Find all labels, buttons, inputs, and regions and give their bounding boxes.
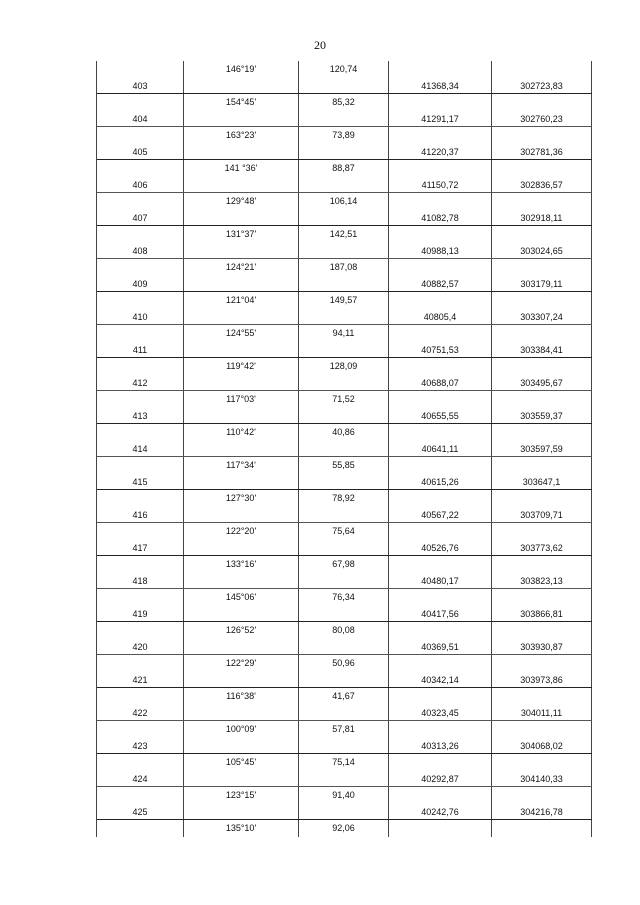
point-number-cell: 409 [97, 276, 184, 292]
angle-cell: 122°29' [184, 655, 299, 672]
point-number-cell: 408 [97, 243, 184, 259]
angle-cell [184, 705, 299, 721]
y-coordinate-cell: 303384,41 [492, 342, 592, 358]
x-coordinate-cell: 40641,11 [389, 441, 492, 457]
angle-cell: 117°34' [184, 457, 299, 474]
angle-cell: 124°21' [184, 259, 299, 276]
point-row [97, 639, 592, 656]
x-coordinate-cell [389, 391, 492, 408]
coordinates-table [96, 61, 592, 837]
length-cell: 50,96 [299, 655, 389, 672]
x-coordinate-cell [389, 523, 492, 540]
y-coordinate-cell [492, 523, 592, 540]
y-coordinate-cell [492, 358, 592, 375]
y-coordinate-cell [492, 226, 592, 243]
y-coordinate-cell [492, 61, 592, 78]
x-coordinate-cell [389, 820, 492, 837]
point-number-cell [97, 655, 184, 672]
point-number-cell [97, 424, 184, 441]
length-cell: 73,89 [299, 127, 389, 144]
y-coordinate-cell [492, 556, 592, 573]
x-coordinate-cell: 40988,13 [389, 243, 492, 259]
angle-cell [184, 804, 299, 820]
x-coordinate-cell: 40882,57 [389, 276, 492, 292]
length-cell [299, 342, 389, 358]
angle-cell: 123°15' [184, 787, 299, 804]
angle-cell: 131°37' [184, 226, 299, 243]
x-coordinate-cell [389, 655, 492, 672]
point-number-cell: 418 [97, 573, 184, 589]
y-coordinate-cell: 304140,33 [492, 771, 592, 787]
length-cell: 88,87 [299, 160, 389, 177]
point-row [97, 540, 592, 557]
x-coordinate-cell [389, 754, 492, 771]
segment-row [97, 655, 592, 672]
point-number-cell [97, 490, 184, 507]
segment-row [97, 226, 592, 243]
angle-cell: 127°30' [184, 490, 299, 507]
angle-cell [184, 276, 299, 292]
y-coordinate-cell [492, 589, 592, 606]
point-number-cell [97, 556, 184, 573]
point-row [97, 738, 592, 755]
angle-cell [184, 771, 299, 787]
point-row [97, 375, 592, 392]
point-number-cell: 420 [97, 639, 184, 655]
length-cell: 75,14 [299, 754, 389, 771]
point-row [97, 111, 592, 128]
x-coordinate-cell: 41082,78 [389, 210, 492, 226]
length-cell [299, 672, 389, 688]
point-row [97, 507, 592, 524]
y-coordinate-cell: 303559,37 [492, 408, 592, 424]
segment-row [97, 787, 592, 804]
y-coordinate-cell [492, 622, 592, 639]
point-number-cell: 417 [97, 540, 184, 556]
y-coordinate-cell [492, 490, 592, 507]
angle-cell: 117°03' [184, 391, 299, 408]
point-row [97, 771, 592, 788]
angle-cell: 124°55' [184, 325, 299, 342]
length-cell [299, 78, 389, 94]
y-coordinate-cell [492, 259, 592, 276]
angle-cell [184, 111, 299, 127]
point-row [97, 606, 592, 623]
y-coordinate-cell [492, 94, 592, 111]
point-number-cell: 412 [97, 375, 184, 391]
y-coordinate-cell [492, 292, 592, 309]
length-cell [299, 144, 389, 160]
point-row [97, 573, 592, 590]
angle-cell [184, 309, 299, 325]
angle-cell [184, 738, 299, 754]
segment-row [97, 688, 592, 705]
length-cell [299, 375, 389, 391]
x-coordinate-cell [389, 688, 492, 705]
segment-row [97, 193, 592, 210]
point-row [97, 408, 592, 425]
angle-cell [184, 606, 299, 622]
point-number-cell: 405 [97, 144, 184, 160]
angle-cell [184, 507, 299, 523]
angle-cell [184, 441, 299, 457]
point-number-cell [97, 787, 184, 804]
y-coordinate-cell [492, 787, 592, 804]
point-number-cell: 422 [97, 705, 184, 721]
point-row [97, 177, 592, 194]
y-coordinate-cell [492, 193, 592, 210]
point-number-cell [97, 325, 184, 342]
point-number-cell: 403 [97, 78, 184, 94]
segment-row [97, 94, 592, 111]
point-number-cell: 425 [97, 804, 184, 820]
x-coordinate-cell [389, 358, 492, 375]
x-coordinate-cell [389, 61, 492, 78]
y-coordinate-cell: 303866,81 [492, 606, 592, 622]
point-row [97, 309, 592, 326]
length-cell: 67,98 [299, 556, 389, 573]
y-coordinate-cell [492, 160, 592, 177]
angle-cell [184, 210, 299, 226]
point-number-cell: 404 [97, 111, 184, 127]
length-cell: 57,81 [299, 721, 389, 738]
y-coordinate-cell: 303307,24 [492, 309, 592, 325]
segment-row [97, 127, 592, 144]
length-cell: 55,85 [299, 457, 389, 474]
point-number-cell [97, 721, 184, 738]
x-coordinate-cell: 41150,72 [389, 177, 492, 193]
point-number-cell [97, 94, 184, 111]
length-cell: 91,40 [299, 787, 389, 804]
length-cell: 149,57 [299, 292, 389, 309]
segment-row [97, 820, 592, 837]
segment-row [97, 523, 592, 540]
angle-cell: 129°48' [184, 193, 299, 210]
point-row [97, 144, 592, 161]
y-coordinate-cell: 303823,13 [492, 573, 592, 589]
point-number-cell [97, 226, 184, 243]
x-coordinate-cell: 40751,53 [389, 342, 492, 358]
x-coordinate-cell [389, 259, 492, 276]
x-coordinate-cell: 40805,4 [389, 309, 492, 325]
point-number-cell [97, 193, 184, 210]
length-cell [299, 408, 389, 424]
angle-cell [184, 375, 299, 391]
y-coordinate-cell: 303973,86 [492, 672, 592, 688]
point-number-cell: 407 [97, 210, 184, 226]
segment-row [97, 358, 592, 375]
point-number-cell: 414 [97, 441, 184, 457]
point-row [97, 672, 592, 689]
y-coordinate-cell [492, 391, 592, 408]
length-cell [299, 243, 389, 259]
segment-row [97, 292, 592, 309]
segment-row [97, 721, 592, 738]
y-coordinate-cell: 302918,11 [492, 210, 592, 226]
point-number-cell [97, 523, 184, 540]
segment-row [97, 259, 592, 276]
length-cell: 78,92 [299, 490, 389, 507]
x-coordinate-cell: 41291,17 [389, 111, 492, 127]
x-coordinate-cell [389, 127, 492, 144]
point-row [97, 804, 592, 821]
y-coordinate-cell: 303597,59 [492, 441, 592, 457]
point-number-cell [97, 457, 184, 474]
y-coordinate-cell: 304216,78 [492, 804, 592, 820]
length-cell: 92,06 [299, 820, 389, 837]
y-coordinate-cell: 302760,23 [492, 111, 592, 127]
x-coordinate-cell: 40615,26 [389, 474, 492, 490]
x-coordinate-cell: 40292,87 [389, 771, 492, 787]
x-coordinate-cell [389, 94, 492, 111]
x-coordinate-cell: 40242,76 [389, 804, 492, 820]
x-coordinate-cell [389, 721, 492, 738]
point-number-cell: 406 [97, 177, 184, 193]
point-number-cell: 415 [97, 474, 184, 490]
angle-cell [184, 342, 299, 358]
y-coordinate-cell: 303647,1 [492, 474, 592, 490]
y-coordinate-cell [492, 655, 592, 672]
y-coordinate-cell: 303930,87 [492, 639, 592, 655]
point-number-cell [97, 160, 184, 177]
point-number-cell [97, 589, 184, 606]
point-row [97, 243, 592, 260]
point-number-cell: 410 [97, 309, 184, 325]
segment-row [97, 622, 592, 639]
y-coordinate-cell [492, 688, 592, 705]
length-cell: 128,09 [299, 358, 389, 375]
point-number-cell: 411 [97, 342, 184, 358]
point-number-cell: 413 [97, 408, 184, 424]
length-cell [299, 111, 389, 127]
x-coordinate-cell [389, 589, 492, 606]
x-coordinate-cell [389, 292, 492, 309]
length-cell [299, 441, 389, 457]
length-cell: 75,64 [299, 523, 389, 540]
point-row [97, 210, 592, 227]
point-row [97, 441, 592, 458]
length-cell: 71,52 [299, 391, 389, 408]
point-row [97, 705, 592, 722]
point-number-cell [97, 688, 184, 705]
segment-row [97, 391, 592, 408]
length-cell [299, 540, 389, 556]
segment-row [97, 325, 592, 342]
length-cell: 76,34 [299, 589, 389, 606]
angle-cell: 119°42' [184, 358, 299, 375]
segment-row [97, 556, 592, 573]
x-coordinate-cell [389, 424, 492, 441]
x-coordinate-cell: 40655,55 [389, 408, 492, 424]
y-coordinate-cell: 304068,02 [492, 738, 592, 754]
x-coordinate-cell [389, 556, 492, 573]
angle-cell [184, 672, 299, 688]
point-number-cell [97, 391, 184, 408]
angle-cell [184, 177, 299, 193]
x-coordinate-cell: 40369,51 [389, 639, 492, 655]
point-row [97, 78, 592, 95]
x-coordinate-cell [389, 787, 492, 804]
angle-cell: 110°42' [184, 424, 299, 441]
y-coordinate-cell: 304011,11 [492, 705, 592, 721]
point-number-cell [97, 754, 184, 771]
x-coordinate-cell: 40567,22 [389, 507, 492, 523]
point-number-cell [97, 622, 184, 639]
x-coordinate-cell [389, 226, 492, 243]
page-number: 20 [314, 38, 326, 52]
segment-row [97, 61, 592, 78]
point-number-cell: 419 [97, 606, 184, 622]
angle-cell [184, 243, 299, 259]
y-coordinate-cell [492, 424, 592, 441]
length-cell [299, 606, 389, 622]
x-coordinate-cell: 41368,34 [389, 78, 492, 94]
angle-cell [184, 573, 299, 589]
length-cell [299, 705, 389, 721]
x-coordinate-cell: 40313,26 [389, 738, 492, 754]
length-cell [299, 804, 389, 820]
angle-cell [184, 408, 299, 424]
point-number-cell [97, 292, 184, 309]
x-coordinate-cell [389, 490, 492, 507]
length-cell [299, 276, 389, 292]
y-coordinate-cell [492, 754, 592, 771]
segment-row [97, 160, 592, 177]
point-number-cell: 423 [97, 738, 184, 754]
y-coordinate-cell: 302836,57 [492, 177, 592, 193]
y-coordinate-cell: 303495,67 [492, 375, 592, 391]
point-number-cell [97, 61, 184, 78]
y-coordinate-cell: 303773,62 [492, 540, 592, 556]
point-number-cell: 416 [97, 507, 184, 523]
length-cell: 80,08 [299, 622, 389, 639]
angle-cell: 126°52' [184, 622, 299, 639]
angle-cell: 105°45' [184, 754, 299, 771]
point-number-cell: 421 [97, 672, 184, 688]
x-coordinate-cell: 40480,17 [389, 573, 492, 589]
x-coordinate-cell [389, 325, 492, 342]
length-cell: 40,86 [299, 424, 389, 441]
y-coordinate-cell [492, 721, 592, 738]
angle-cell: 121°04' [184, 292, 299, 309]
point-number-cell: 424 [97, 771, 184, 787]
length-cell [299, 507, 389, 523]
length-cell: 142,51 [299, 226, 389, 243]
length-cell [299, 771, 389, 787]
segment-row [97, 424, 592, 441]
y-coordinate-cell [492, 457, 592, 474]
length-cell [299, 573, 389, 589]
point-row [97, 276, 592, 293]
angle-cell: 100°09' [184, 721, 299, 738]
length-cell: 187,08 [299, 259, 389, 276]
length-cell [299, 210, 389, 226]
x-coordinate-cell [389, 622, 492, 639]
segment-row [97, 754, 592, 771]
x-coordinate-cell: 41220,37 [389, 144, 492, 160]
segment-row [97, 589, 592, 606]
angle-cell: 154°45' [184, 94, 299, 111]
length-cell [299, 738, 389, 754]
angle-cell: 145°06' [184, 589, 299, 606]
angle-cell [184, 78, 299, 94]
angle-cell: 133°16' [184, 556, 299, 573]
angle-cell [184, 540, 299, 556]
angle-cell: 163°23' [184, 127, 299, 144]
angle-cell [184, 144, 299, 160]
y-coordinate-cell: 302723,83 [492, 78, 592, 94]
y-coordinate-cell [492, 127, 592, 144]
point-number-cell [97, 259, 184, 276]
angle-cell: 141 °36' [184, 160, 299, 177]
point-number-cell [97, 127, 184, 144]
point-row [97, 342, 592, 359]
x-coordinate-cell [389, 160, 492, 177]
angle-cell: 122°20' [184, 523, 299, 540]
point-number-cell [97, 358, 184, 375]
segment-row [97, 490, 592, 507]
y-coordinate-cell [492, 820, 592, 837]
angle-cell [184, 639, 299, 655]
length-cell: 85,32 [299, 94, 389, 111]
x-coordinate-cell [389, 457, 492, 474]
x-coordinate-cell: 40342,14 [389, 672, 492, 688]
length-cell [299, 177, 389, 193]
angle-cell: 116°38' [184, 688, 299, 705]
point-number-cell [97, 820, 184, 837]
x-coordinate-cell: 40417,56 [389, 606, 492, 622]
length-cell: 120,74 [299, 61, 389, 78]
x-coordinate-cell: 40526,76 [389, 540, 492, 556]
point-row [97, 474, 592, 491]
x-coordinate-cell: 40323,45 [389, 705, 492, 721]
length-cell: 106,14 [299, 193, 389, 210]
y-coordinate-cell: 303709,71 [492, 507, 592, 523]
angle-cell: 135°10' [184, 820, 299, 837]
y-coordinate-cell: 303024,65 [492, 243, 592, 259]
y-coordinate-cell [492, 325, 592, 342]
x-coordinate-cell: 40688,07 [389, 375, 492, 391]
y-coordinate-cell: 303179,11 [492, 276, 592, 292]
angle-cell: 146°19' [184, 61, 299, 78]
segment-row [97, 457, 592, 474]
length-cell [299, 639, 389, 655]
length-cell [299, 309, 389, 325]
angle-cell [184, 474, 299, 490]
length-cell: 94,11 [299, 325, 389, 342]
y-coordinate-cell: 302781,36 [492, 144, 592, 160]
length-cell: 41,67 [299, 688, 389, 705]
x-coordinate-cell [389, 193, 492, 210]
length-cell [299, 474, 389, 490]
